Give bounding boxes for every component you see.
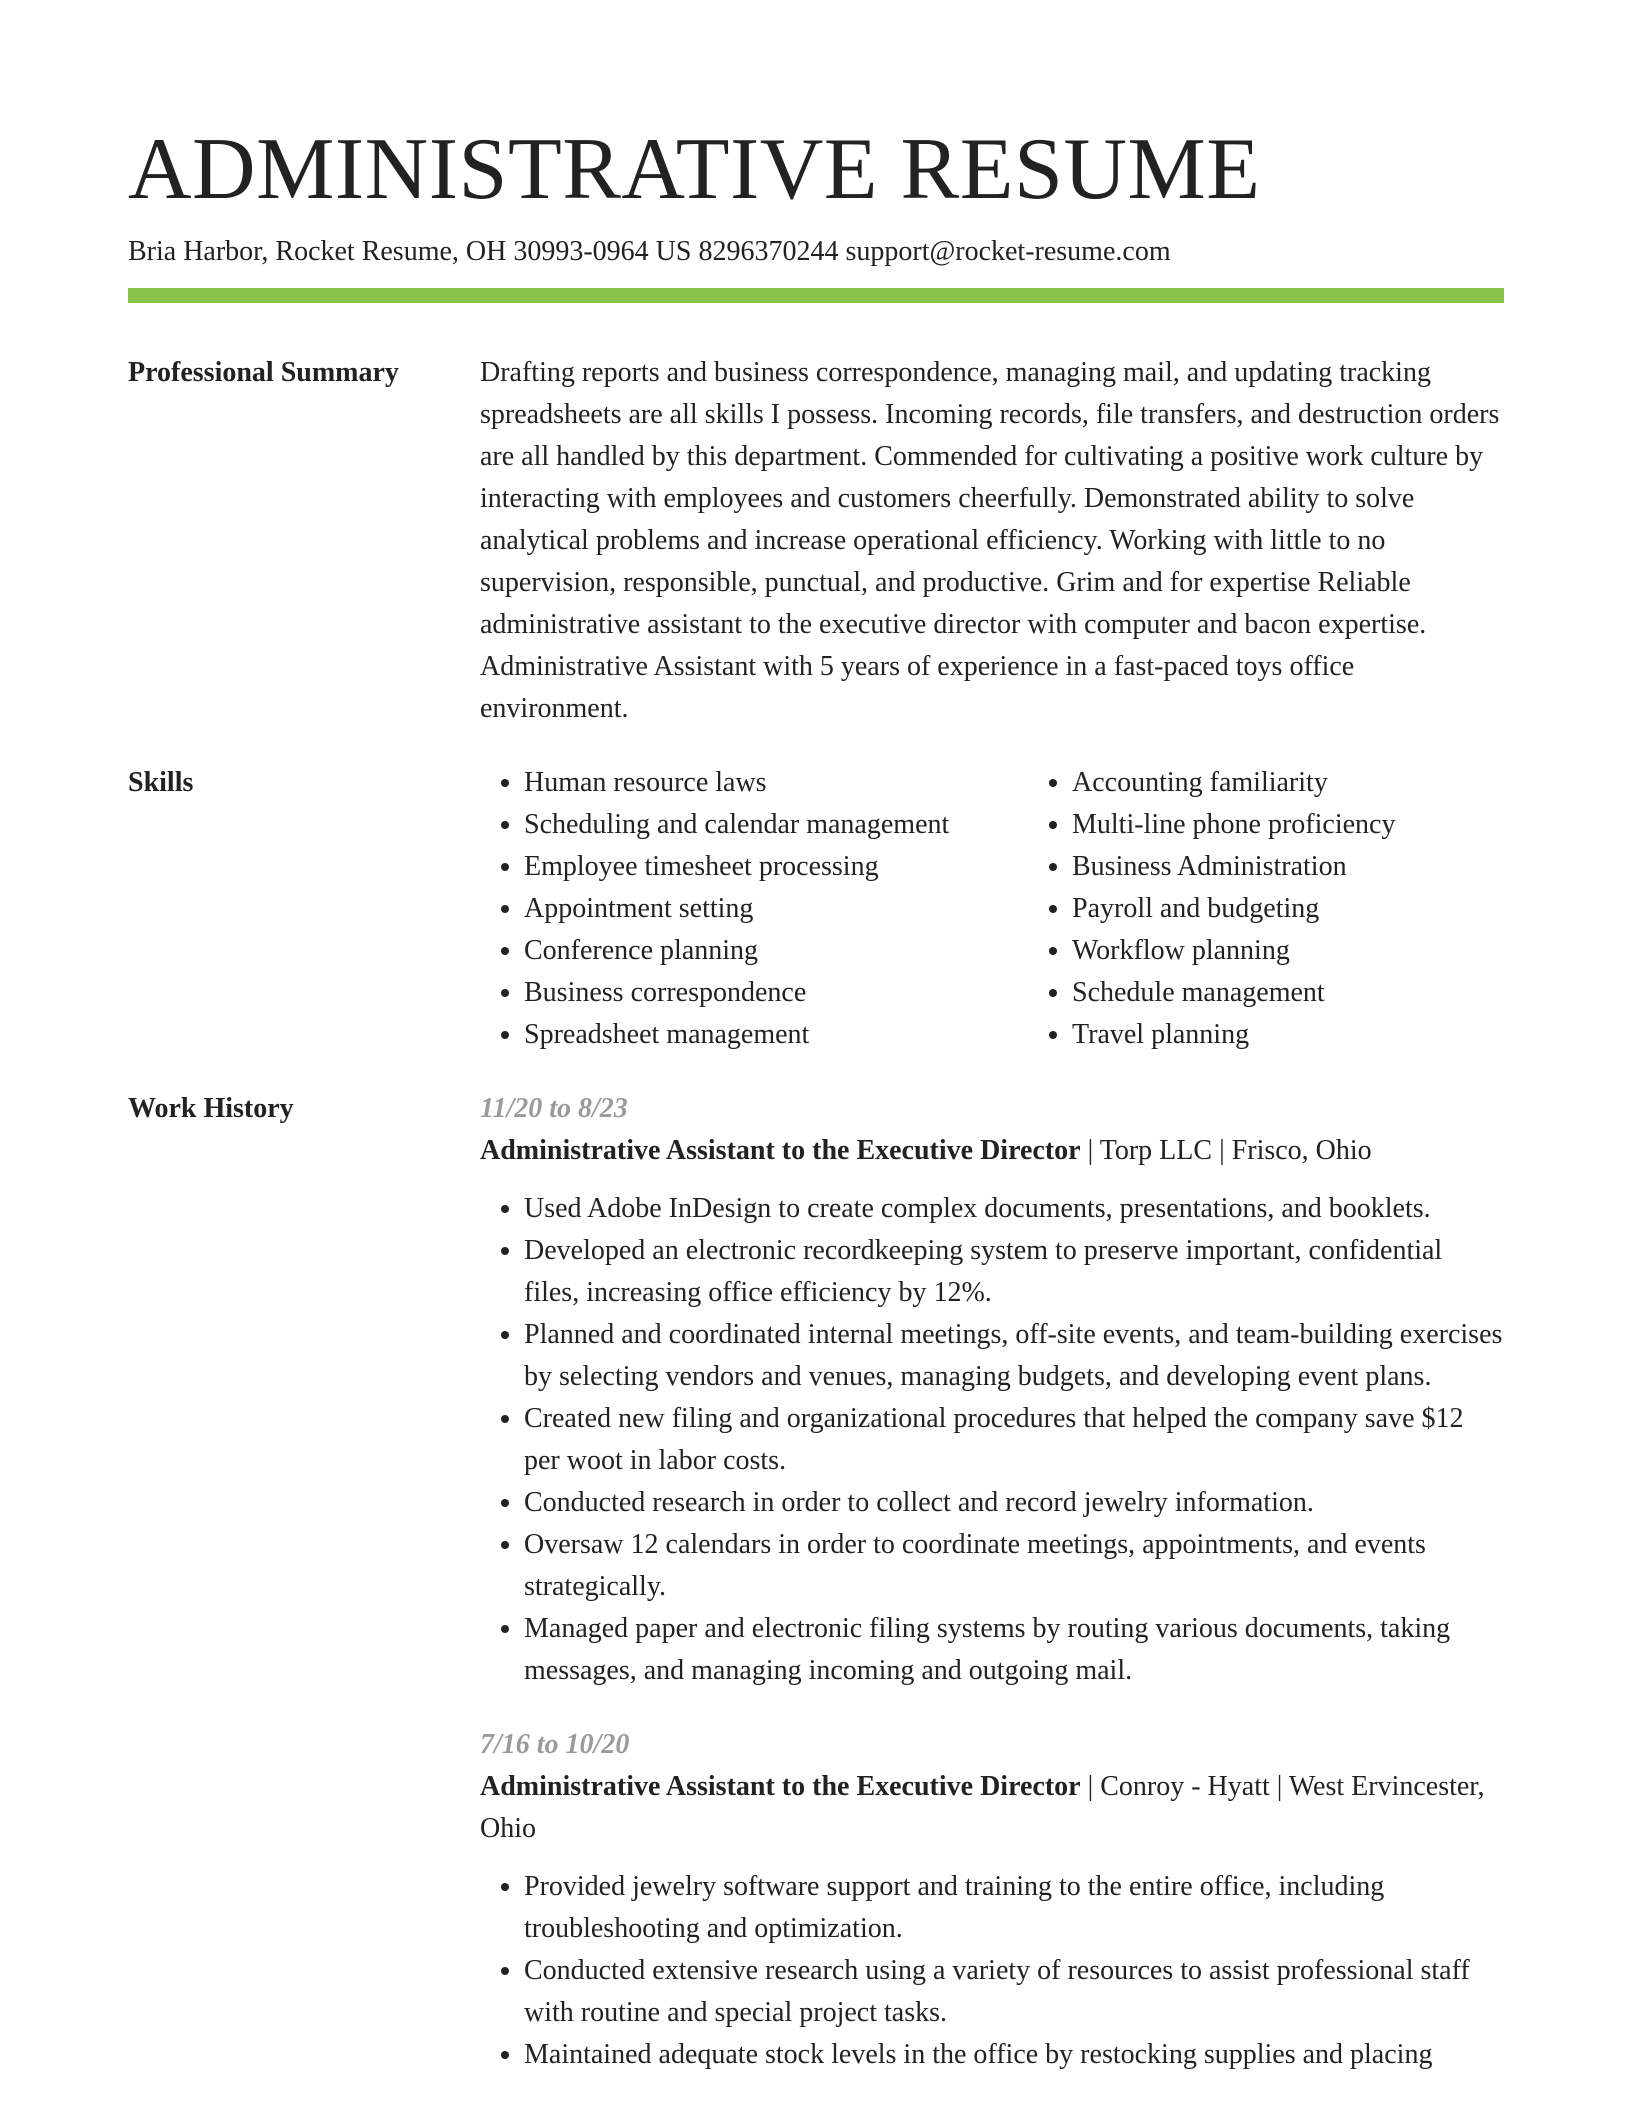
job-heading	[480, 1130, 1504, 1172]
job-heading	[480, 1766, 1504, 1850]
job-company-location: | Conroy - Hyatt | West Ervincester, Ohio	[480, 1771, 1485, 1844]
skill-item: • Conference planning	[524, 930, 1028, 972]
header-divider	[128, 288, 1504, 303]
contact-line	[128, 232, 1504, 272]
skill-item: • Appointment setting	[524, 888, 1028, 930]
job-dates: 7/16 to 10/20	[480, 1729, 630, 1760]
skill-item: • Schedule management	[1072, 972, 1504, 1014]
job-bullet: • Created new filing and organizational procedures that helped the company save $12 per woot in labor costs.	[524, 1398, 1504, 1482]
resume-title: ADMINISTRATIVE RESUME	[128, 121, 1261, 218]
contact-email: support@rocket-resume.com	[845, 236, 1171, 267]
job-bullet: • Used Adobe InDesign to create complex documents, presentations, and booklets.	[524, 1188, 1504, 1230]
job-company-location: | Torp LLC | Frisco, Ohio	[1080, 1135, 1372, 1166]
skill-item: • Business Administration	[1072, 846, 1504, 888]
summary-text: Drafting reports and business correspondence, managing mail, and updating tracking spreadsheets are all skills I possess. Incoming records, file transfers, and destruction orders are all handled by this department. Commended for cultivating a positive work culture by interacting with employees and customers cheerfully. Demonstrated ability to solve analytical problems and increase operational efficiency. Working with little to no supervision, responsible, punctual, and productive. Grim and for expertise Reliable administrative assistant to the executive director with computer and bacon expertise. Administrative Assistant with 5 years of experience in a fast-paced toys office environment.	[480, 357, 1500, 724]
job-bullet: • Oversaw 12 calendars in order to coordinate meetings, appointments, and events strategically.	[524, 1524, 1504, 1608]
skill-item: • Accounting familiarity	[1072, 762, 1504, 804]
skill-item: • Multi-line phone proficiency	[1072, 804, 1504, 846]
job-dates: 11/20 to 8/23	[480, 1093, 628, 1124]
skill-item: • Workflow planning	[1072, 930, 1504, 972]
skill-item: • Spreadsheet management	[524, 1014, 1028, 1056]
work-history-body	[480, 1088, 1504, 2076]
contact-location: Rocket Resume, OH 30993-0964 US	[275, 236, 692, 267]
job-title: Administrative Assistant to the Executive Director	[480, 1135, 1081, 1166]
job-entry	[480, 1088, 1504, 1692]
skills-list-left	[480, 762, 1028, 1056]
summary-label: Professional Summary	[128, 357, 399, 388]
job-bullet: • Conducted extensive research using a variety of resources to assist professional staff with routine and special project tasks.	[524, 1950, 1504, 2034]
resume-page	[128, 120, 1504, 2076]
skills-section	[128, 762, 1504, 1056]
skills-list-right	[1028, 762, 1504, 1056]
job-entry	[480, 1724, 1504, 2076]
job-bullet: • Conducted research in order to collect and record jewelry information.	[524, 1482, 1504, 1524]
job-bullet: • Managed paper and electronic filing systems by routing various documents, taking messages, and managing incoming and outgoing mail.	[524, 1608, 1504, 1692]
job-bullet: • Developed an electronic recordkeeping system to preserve important, confidential files, increasing office efficiency by 12%.	[524, 1230, 1504, 1314]
skill-item: • Payroll and budgeting	[1072, 888, 1504, 930]
contact-phone: 8296370244	[698, 236, 839, 267]
job-bullet: • Maintained adequate stock levels in the office by restocking supplies and placing	[524, 2034, 1504, 2076]
work-history-section	[128, 1088, 1504, 2076]
contact-name: Bria Harbor,	[128, 236, 269, 267]
skill-item: • Travel planning	[1072, 1014, 1504, 1056]
job-bullet: • Planned and coordinated internal meetings, off-site events, and team-building exercises by selecting vendors and venues, managing budgets, and developing event plans.	[524, 1314, 1504, 1398]
skill-item: • Employee timesheet processing	[524, 846, 1028, 888]
skill-item: • Human resource laws	[524, 762, 1028, 804]
skills-grid	[480, 762, 1504, 1056]
skill-item: • Business correspondence	[524, 972, 1028, 1014]
skill-item: • Scheduling and calendar management	[524, 804, 1028, 846]
work-history-label: Work History	[128, 1093, 294, 1124]
skills-label: Skills	[128, 767, 194, 798]
job-bullet: • Provided jewelry software support and training to the entire office, including troubleshooting and optimization.	[524, 1866, 1504, 1950]
job-bullets	[480, 1866, 1504, 2076]
job-bullets	[480, 1188, 1504, 1692]
summary-section	[128, 352, 1504, 730]
job-title: Administrative Assistant to the Executive Director	[480, 1771, 1081, 1802]
